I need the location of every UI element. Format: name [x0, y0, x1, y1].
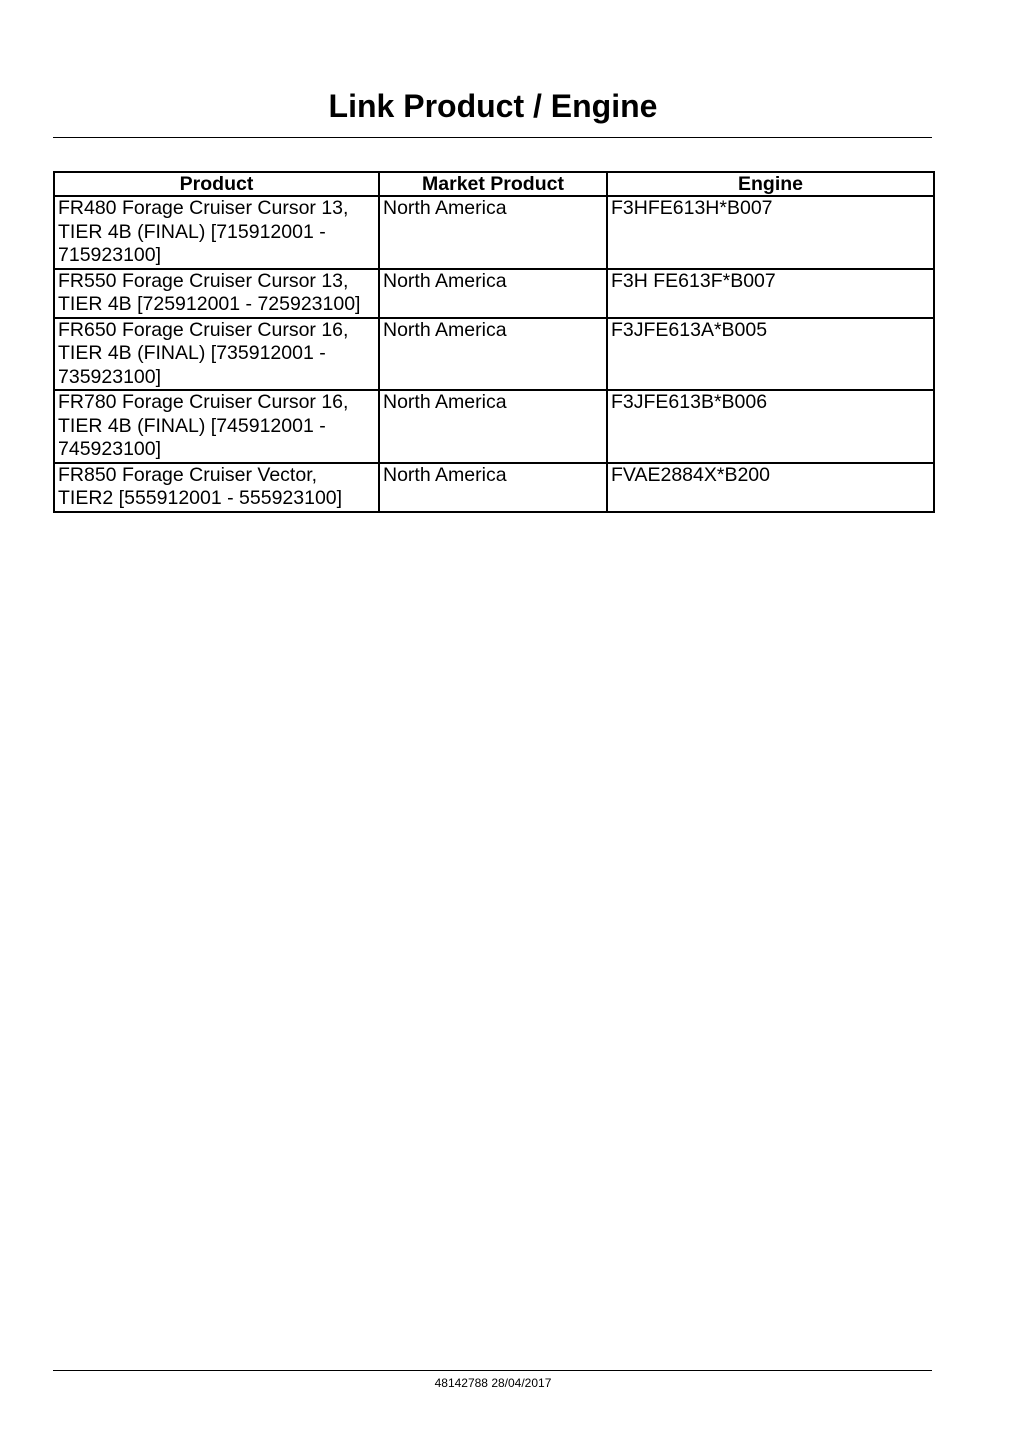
- product-cell: FR480 Forage Cruiser Cursor 13, TIER 4B (FINAL) [715912001 - 715923100]: [54, 196, 379, 269]
- market-product-cell: North America: [379, 463, 607, 512]
- column-header-market-product: Market Product: [379, 172, 607, 196]
- engine-cell: FVAE2884X*B200: [607, 463, 934, 512]
- engine-cell: F3JFE613B*B006: [607, 390, 934, 463]
- table-row: [54, 390, 934, 463]
- title-divider: [53, 137, 932, 138]
- column-header-product: Product: [54, 172, 379, 196]
- engine-cell: F3H FE613F*B007: [607, 269, 934, 318]
- engine-cell: F3HFE613H*B007: [607, 196, 934, 269]
- table-row: [54, 196, 934, 269]
- market-product-cell: North America: [379, 390, 607, 463]
- product-cell: FR550 Forage Cruiser Cursor 13, TIER 4B [725912001 - 725923100]: [54, 269, 379, 318]
- footer-divider: [53, 1370, 932, 1371]
- product-cell: FR850 Forage Cruiser Vector, TIER2 [555912001 - 555923100]: [54, 463, 379, 512]
- product-cell: FR650 Forage Cruiser Cursor 16, TIER 4B (FINAL) [735912001 - 735923100]: [54, 318, 379, 391]
- table-row: [54, 463, 934, 512]
- market-product-cell: North America: [379, 318, 607, 391]
- engine-cell: F3JFE613A*B005: [607, 318, 934, 391]
- footer-document-reference: 48142788 28/04/2017: [434, 1376, 552, 1390]
- table-row: [54, 269, 934, 318]
- product-cell: FR780 Forage Cruiser Cursor 16, TIER 4B (FINAL) [745912001 - 745923100]: [54, 390, 379, 463]
- table-header-row: [54, 172, 934, 196]
- product-engine-table: [53, 171, 935, 513]
- column-header-engine: Engine: [607, 172, 934, 196]
- market-product-cell: North America: [379, 196, 607, 269]
- market-product-cell: North America: [379, 269, 607, 318]
- table-row: [54, 318, 934, 391]
- page-title: Link Product / Engine: [328, 88, 658, 124]
